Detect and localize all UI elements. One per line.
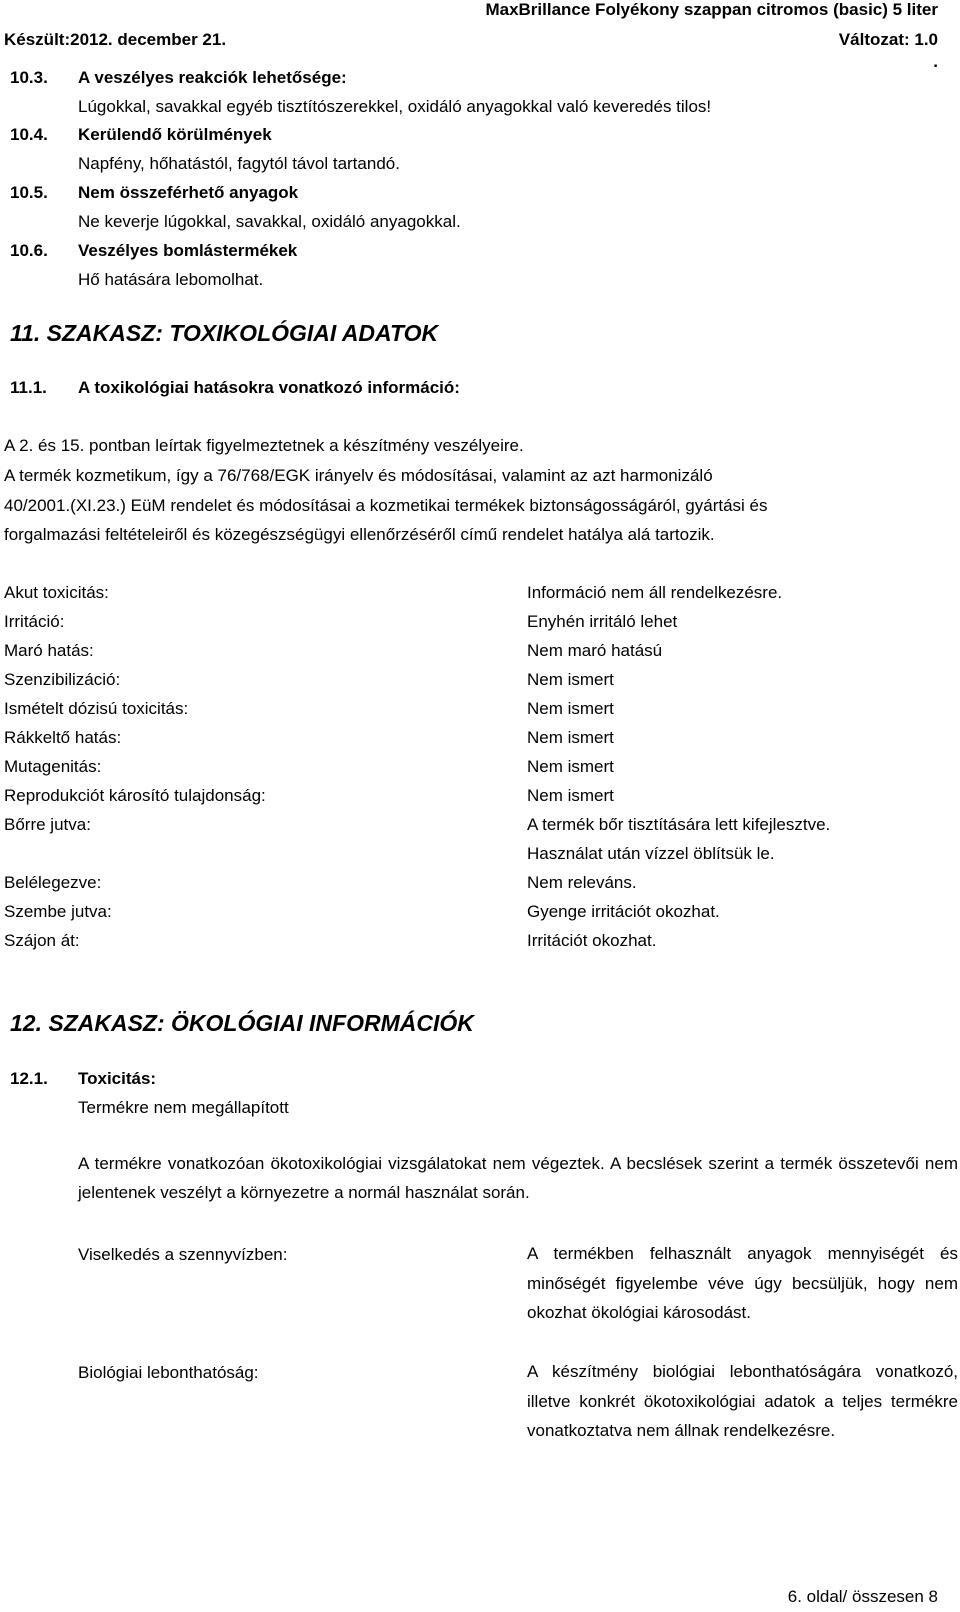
tox-label: Irritáció:	[4, 612, 65, 631]
tox-label: Rákkeltő hatás:	[4, 728, 122, 747]
document-date: Készült:2012. december 21.	[4, 30, 227, 49]
document-title: MaxBrillance Folyékony szappan citromos (basic) 5 liter	[485, 0, 938, 19]
tox-value: Nem ismert	[527, 757, 614, 776]
section-title: 11. SZAKASZ: TOXIKOLÓGIAI ADATOK	[10, 320, 439, 346]
tox-value: Nem ismert	[527, 728, 614, 747]
tox-label: Belélegezve:	[4, 873, 102, 892]
subsection-number: 12.1.	[10, 1069, 48, 1088]
subsection-text: Napfény, hőhatástól, fagytól távol tartandó.	[78, 154, 400, 173]
eco-value: A termékben felhasznált anyagok mennyiségét és minőségét figyelembe véve úgy becsüljük, hogy nem okozhat ökológiai károsodást.	[527, 1244, 958, 1322]
tox-value: Gyenge irritációt okozhat.	[527, 902, 720, 921]
subsection-heading: A veszélyes reakciók lehetősége:	[78, 68, 347, 87]
eco-paragraph: A termékre vonatkozóan ökotoxikológiai vizsgálatokat nem végeztek. A becslések szerint a termék összetevői nem jelentenek veszélyt a környezetre a normál használat során.	[78, 1154, 958, 1202]
eco-label: Biológiai lebonthatóság:	[78, 1363, 259, 1382]
subsection-heading: Veszélyes bomlástermékek	[78, 241, 298, 260]
subsection-heading: Nem összeférhető anyagok	[78, 183, 299, 202]
subsection-text: Lúgokkal, savakkal egyéb tisztítószerekkel, oxidáló anyagokkal való keveredés tilos!	[78, 97, 712, 116]
tox-value: Használat után vízzel öblítsük le.	[527, 844, 775, 863]
tox-value: Nem ismert	[527, 786, 614, 805]
subsection-text: Ne keverje lúgokkal, savakkal, oxidáló anyagokkal.	[78, 212, 461, 231]
tox-value: Nem ismert	[527, 670, 614, 689]
section-title: 12. SZAKASZ: ÖKOLÓGIAI INFORMÁCIÓK	[10, 1010, 474, 1036]
body-line: A 2. és 15. pontban leírtak figyelmeztetnek a készítmény veszélyeire.	[4, 436, 524, 455]
tox-value: Enyhén irritáló lehet	[527, 612, 678, 631]
body-line: A termék kozmetikum, így a 76/768/EGK irányelv és módosításai, valamint az azt harmonizáló	[4, 466, 713, 485]
tox-value: Nem ismert	[527, 699, 614, 718]
tox-value: Nem releváns.	[527, 873, 637, 892]
tox-label: Mutagenitás:	[4, 757, 102, 776]
subsection-heading: Toxicitás:	[78, 1069, 157, 1088]
tox-value: Információ nem áll rendelkezésre.	[527, 583, 783, 602]
tox-label: Szájon át:	[4, 931, 80, 950]
subsection-number: 10.5.	[10, 183, 48, 202]
tox-label: Reprodukciót károsító tulajdonság:	[4, 786, 266, 805]
tox-value: A termék bőr tisztítására lett kifejlesztve.	[527, 815, 831, 834]
tox-value: Nem maró hatású	[527, 641, 663, 660]
tox-label: Akut toxicitás:	[4, 583, 109, 602]
subsection-number: 11.1.	[10, 378, 47, 397]
tox-label: Ismételt dózisú toxicitás:	[4, 699, 189, 718]
subsection-number: 10.4.	[10, 125, 48, 144]
header-dot: .	[933, 52, 938, 71]
tox-label: Maró hatás:	[4, 641, 94, 660]
subsection-heading: A toxikológiai hatásokra vonatkozó információ:	[78, 378, 460, 397]
body-line: 40/2001.(XI.23.) EüM rendelet és módosításai a kozmetikai termékek biztonságosságáról, gyártási és	[4, 496, 768, 515]
tox-value: Irritációt okozhat.	[527, 931, 657, 950]
subsection-text: Hő hatására lebomolhat.	[78, 270, 264, 289]
subsection-number: 10.3.	[10, 68, 48, 87]
tox-label: Szenzibilizáció:	[4, 670, 121, 689]
subsection-number: 10.6.	[10, 241, 48, 260]
subsection-text: Termékre nem megállapított	[78, 1098, 289, 1117]
page-number: 6. oldal/ összesen 8	[787, 1587, 938, 1606]
document-version: Változat: 1.0	[838, 30, 938, 49]
eco-label: Viselkedés a szennyvízben:	[78, 1245, 288, 1264]
subsection-heading: Kerülendő körülmények	[78, 125, 272, 144]
eco-value: A készítmény biológiai lebonthatóságára vonatkozó, illetve konkrét ökotoxikológiai adatok a teljes termékre vonatkoztatva nem állnak rendelkezésre.	[527, 1362, 958, 1440]
body-line: forgalmazási feltételeiről és közegészségügyi ellenőrzéséről című rendelet hatálya alá tartozik.	[4, 525, 715, 544]
tox-label: Bőrre jutva:	[4, 815, 91, 834]
tox-label: Szembe jutva:	[4, 902, 112, 921]
